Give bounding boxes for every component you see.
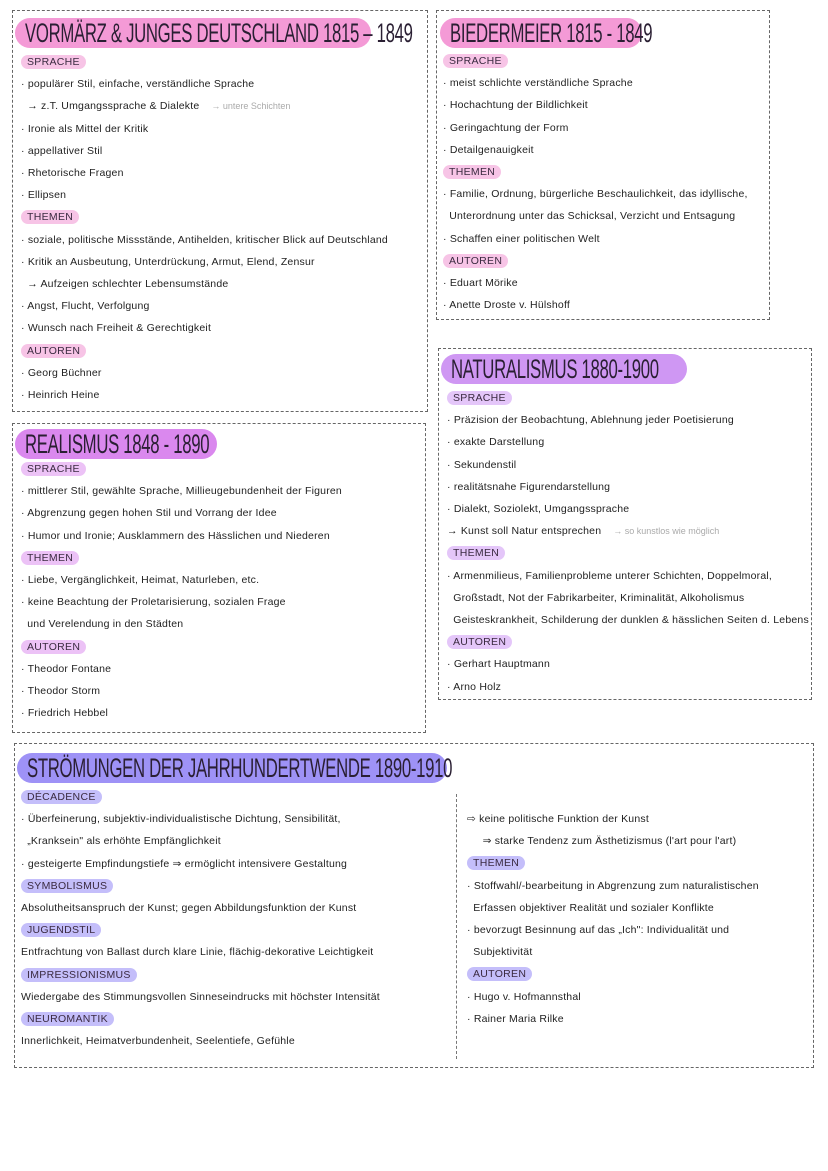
- side-note: → untere Schichten: [211, 101, 291, 112]
- subheading-label: SPRACHE: [447, 391, 512, 405]
- list-item: [447, 675, 809, 697]
- list-item: [21, 897, 380, 919]
- list-item: [467, 941, 759, 963]
- section-title-pill: [441, 354, 687, 384]
- list-item-text: · Armenmilieus, Familienprobleme unterer Schichten, Doppelmoral,: [447, 569, 773, 582]
- subheading-label: THEMEN: [443, 165, 501, 179]
- list-item-text: Geisteskrankheit, Schilderung der dunklen & hässlichen Seiten d. Lebens: [447, 613, 809, 626]
- list-item: [447, 476, 809, 498]
- list-item: [21, 808, 380, 830]
- list-item: [21, 941, 380, 963]
- subheading-row: [467, 852, 759, 874]
- side-note: → so kunstlos wie möglich: [613, 526, 720, 537]
- subheading-label: SPRACHE: [21, 462, 86, 476]
- list-item: [447, 653, 809, 675]
- list-item: [21, 73, 388, 95]
- section-title-pill: [17, 752, 453, 783]
- list-item: [21, 658, 342, 680]
- list-item-text: Erfassen objektiver Realität und sozialer Konflikte: [467, 901, 714, 914]
- subheading-row: [21, 875, 380, 897]
- list-item-text: · Kritik an Ausbeutung, Unterdrückung, Armut, Elend, Zensur: [21, 255, 315, 268]
- list-item-text: · Eduart Mörike: [443, 276, 518, 289]
- list-item: [443, 228, 748, 250]
- list-item: [21, 502, 342, 524]
- subheading-label: THEMEN: [21, 551, 79, 565]
- section-biedermeier: [436, 10, 770, 320]
- list-item: [447, 454, 809, 476]
- list-item: [21, 853, 380, 875]
- list-item-text: · Präzision der Beobachtung, Ablehnung jeder Poetisierung: [447, 414, 734, 427]
- list-item: [21, 184, 388, 206]
- subheading-row: [443, 250, 748, 272]
- list-item-text: · Friedrich Hebbel: [21, 707, 109, 720]
- list-item-text: · populärer Stil, einfache, verständliche Sprache: [21, 78, 255, 91]
- list-item-text: · mittlerer Stil, gewählte Sprache, Millieugebundenheit der Figuren: [21, 485, 342, 498]
- subheading-row: [21, 786, 380, 808]
- subheading-row: [447, 631, 809, 653]
- section-jahrhundertwende: [14, 743, 814, 1068]
- subheading-row: [467, 963, 759, 985]
- subheading-row: [21, 206, 388, 228]
- section-title-pill: [440, 17, 653, 48]
- list-item-text: · Geringachtung der Form: [443, 121, 569, 134]
- list-item: [21, 525, 342, 547]
- subheading-label: AUTOREN: [467, 967, 532, 981]
- list-item-text: · Georg Büchner: [21, 366, 102, 379]
- list-item-text: · Theodor Fontane: [21, 662, 112, 675]
- list-item-text: → Kunst soll Natur entsprechen: [447, 525, 602, 538]
- list-item-text: · Schaffen einer politischen Welt: [443, 232, 600, 245]
- list-item-text: · Überfeinerung, subjektiv-individualistische Dichtung, Sensibilität,: [21, 813, 341, 826]
- list-item: [467, 897, 759, 919]
- list-item: [447, 498, 809, 520]
- subheading-label: THEMEN: [447, 546, 505, 560]
- list-item: [21, 362, 388, 384]
- list-item: [21, 569, 342, 591]
- section-title: VORMÄRZ & JUNGES DEUTSCHLAND 1815 – 1849: [25, 17, 413, 48]
- subheading-label: AUTOREN: [21, 344, 86, 358]
- list-item: [443, 183, 748, 205]
- list-item-text: ⇒ starke Tendenz zum Ästhetizismus (l'art pour l'art): [467, 835, 737, 848]
- list-item-text: · Angst, Flucht, Verfolgung: [21, 300, 150, 313]
- list-item: [21, 162, 388, 184]
- list-item: [447, 587, 809, 609]
- subheading-label: AUTOREN: [443, 254, 508, 268]
- list-item-text: · Sekundenstil: [447, 458, 517, 471]
- section-title-pill: [15, 429, 217, 459]
- list-item-text: · Detailgenauigkeit: [443, 143, 534, 156]
- list-item: [467, 919, 759, 941]
- list-item-text: · bevorzugt Besinnung auf das „Ich": Individualität und: [467, 924, 730, 937]
- list-item: [21, 273, 388, 295]
- list-item: [467, 986, 759, 1008]
- list-item: [447, 565, 809, 587]
- list-item: [21, 229, 388, 251]
- subheading-label: NEUROMANTIK: [21, 1012, 114, 1026]
- subheading-label: AUTOREN: [21, 640, 86, 654]
- list-item: [21, 480, 342, 502]
- list-item-text: · Rhetorische Fragen: [21, 167, 124, 180]
- list-item-text: · Hugo v. Hofmannsthal: [467, 990, 581, 1003]
- subheading-row: [21, 458, 342, 480]
- list-item: [443, 117, 748, 139]
- list-item-text: · realitätsnahe Figurendarstellung: [447, 480, 611, 493]
- list-item-text: · keine Beachtung der Proletarisierung, sozialen Frage: [21, 596, 286, 609]
- list-item: [21, 251, 388, 273]
- list-item-text: → z.T. Umgangssprache & Dialekte: [21, 100, 200, 113]
- list-item: [21, 680, 342, 702]
- subheading-label: SPRACHE: [21, 55, 86, 69]
- list-item-text: Unterordnung unter das Schicksal, Verzicht und Entsagung: [443, 210, 736, 223]
- column-divider: [456, 794, 457, 1059]
- list-item: [447, 409, 809, 431]
- list-item-text: · Liebe, Vergänglichkeit, Heimat, Naturleben, etc.: [21, 574, 260, 587]
- list-item-text: · Ellipsen: [21, 189, 67, 202]
- list-item-text: · Arno Holz: [447, 680, 502, 693]
- list-item-text: „Kranksein" als erhöhte Empfänglichkeit: [21, 835, 221, 848]
- list-item-text: · Ironie als Mittel der Kritik: [21, 122, 149, 135]
- list-item: [21, 613, 342, 635]
- list-item: [21, 591, 342, 613]
- list-item-text: und Verelendung in den Städten: [21, 618, 184, 631]
- subheading-row: [447, 542, 809, 564]
- list-item-text: Innerlichkeit, Heimatverbundenheit, Seelentiefe, Gefühle: [21, 1035, 295, 1048]
- list-item: [21, 986, 380, 1008]
- list-item: [467, 1008, 759, 1030]
- list-item: [21, 95, 388, 117]
- list-item-text: Entfrachtung von Ballast durch klare Linie, flächig-dekorative Leichtigkeit: [21, 946, 374, 959]
- subheading-label: AUTOREN: [447, 635, 512, 649]
- subheading-label: SPRACHE: [443, 54, 508, 68]
- subheading-row: [21, 636, 342, 658]
- list-item-text: Subjektivität: [467, 946, 533, 959]
- list-item-text: · Humor und Ironie; Ausklammern des Hässlichen und Niederen: [21, 529, 330, 542]
- list-item-text: Wiedergabe des Stimmungsvollen Sinneseindrucks mit höchster Intensität: [21, 990, 380, 1003]
- list-item: [21, 140, 388, 162]
- subheading-row: [21, 339, 388, 361]
- list-item: [447, 520, 809, 542]
- subheading-label: THEMEN: [467, 856, 525, 870]
- list-item-text: · meist schlichte verständliche Sprache: [443, 77, 633, 90]
- list-item-text: ⇨ keine politische Funktion der Kunst: [467, 813, 649, 826]
- subheading-label: DÉCADENCE: [21, 790, 102, 804]
- section-title: STRÖMUNGEN DER JAHRHUNDERTWENDE 1890-1910: [27, 752, 453, 783]
- list-item: [443, 205, 748, 227]
- subheading-row: [443, 161, 748, 183]
- list-item-text: · Dialekt, Soziolekt, Umgangssprache: [447, 503, 630, 516]
- list-item-text: · Anette Droste v. Hülshoff: [443, 299, 570, 312]
- list-item-text: · Wunsch nach Freiheit & Gerechtigkeit: [21, 322, 212, 335]
- list-item-text: · soziale, politische Missstände, Antihelden, kritischer Blick auf Deutschland: [21, 233, 388, 246]
- section-title: BIEDERMEIER 1815 - 1849: [450, 17, 653, 48]
- list-item-text: · Stoffwahl/-bearbeitung in Abgrenzung zum naturalistischen: [467, 879, 759, 892]
- list-item-text: · Hochachtung der Bildlichkeit: [443, 99, 588, 112]
- list-item-text: · appellativer Stil: [21, 144, 103, 157]
- subheading-label: THEMEN: [21, 210, 79, 224]
- list-item: [21, 384, 388, 406]
- list-item: [467, 830, 759, 852]
- list-item: [21, 1030, 380, 1052]
- list-item-text: → Aufzeigen schlechter Lebensumstände: [21, 277, 229, 290]
- list-item: [21, 317, 388, 339]
- subheading-row: [447, 387, 809, 409]
- list-item: [443, 294, 748, 316]
- subheading-row: [21, 547, 342, 569]
- subheading-label: SYMBOLISMUS: [21, 879, 113, 893]
- list-item: [443, 72, 748, 94]
- list-item: [447, 431, 809, 453]
- list-item-text: · Heinrich Heine: [21, 388, 100, 401]
- list-item: [447, 609, 809, 631]
- section-title: REALISMUS 1848 - 1890: [25, 428, 210, 459]
- list-item-text: · exakte Darstellung: [447, 436, 545, 449]
- section-vormaerz: [12, 10, 428, 412]
- list-item: [21, 295, 388, 317]
- subheading-row: [21, 51, 388, 73]
- list-item: [467, 875, 759, 897]
- subheading-label: IMPRESSIONISMUS: [21, 968, 137, 982]
- list-item-text: · Rainer Maria Rilke: [467, 1012, 564, 1025]
- list-item: [21, 118, 388, 140]
- list-item: [21, 702, 342, 724]
- subheading-row: [21, 919, 380, 941]
- list-item-text: Absolutheitsanspruch der Kunst; gegen Abbildungsfunktion der Kunst: [21, 902, 357, 915]
- subheading-label: JUGENDSTIL: [21, 923, 101, 937]
- section-title: NATURALISMUS 1880-1900: [451, 353, 659, 384]
- list-item-text: · Abgrenzung gegen hohen Stil und Vorrang der Idee: [21, 507, 277, 520]
- section-realismus: [12, 423, 426, 733]
- list-item-text: Großstadt, Not der Fabrikarbeiter, Kriminalität, Alkoholismus: [447, 591, 745, 604]
- list-item: [21, 830, 380, 852]
- subheading-row: [443, 50, 748, 72]
- subheading-row: [21, 1008, 380, 1030]
- section-naturalismus: [438, 348, 812, 700]
- list-item: [443, 272, 748, 294]
- section-title-pill: [15, 17, 413, 48]
- list-item-text: · gesteigerte Empfindungstiefe ⇒ ermöglicht intensivere Gestaltung: [21, 857, 348, 870]
- list-item: [443, 139, 748, 161]
- list-item-text: · Theodor Storm: [21, 684, 101, 697]
- list-item-text: · Familie, Ordnung, bürgerliche Beschaulichkeit, das idyllische,: [443, 188, 748, 201]
- list-item: [443, 94, 748, 116]
- list-item: [467, 808, 759, 830]
- subheading-row: [21, 964, 380, 986]
- list-item-text: · Gerhart Hauptmann: [447, 658, 551, 671]
